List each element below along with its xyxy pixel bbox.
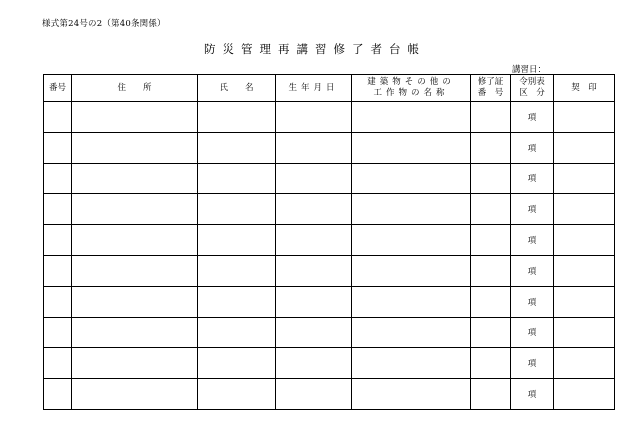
cell-certificate [471, 348, 511, 379]
cell-birthdate [276, 379, 352, 410]
cell-building [352, 348, 471, 379]
cell-name [198, 194, 276, 225]
cell-certificate [471, 255, 511, 286]
cell-birthdate [276, 255, 352, 286]
table-row [44, 286, 615, 317]
cell-seal [554, 317, 615, 348]
cell-birthdate [276, 163, 352, 194]
cell-birthdate [276, 317, 352, 348]
header-certificate-line1: 修了証 [477, 77, 504, 87]
header-building [352, 75, 471, 102]
cell-building [352, 102, 471, 133]
header-certificate-line2: 番 号 [477, 88, 504, 98]
cell-building [352, 132, 471, 163]
cell-category: 項 [511, 379, 554, 410]
cell-seal [554, 163, 615, 194]
cell-name [198, 225, 276, 256]
cell-birthdate [276, 102, 352, 133]
cell-building [352, 286, 471, 317]
cell-seal [554, 194, 615, 225]
cell-address [72, 225, 198, 256]
table-row [44, 225, 615, 256]
header-row [44, 75, 615, 102]
table-row [44, 163, 615, 194]
cell-no [44, 348, 72, 379]
cell-no [44, 225, 72, 256]
cell-certificate [471, 286, 511, 317]
cell-certificate [471, 102, 511, 133]
header-building-line2: 工作物の名称 [373, 88, 449, 98]
cell-certificate [471, 225, 511, 256]
cell-category: 項 [511, 132, 554, 163]
ledger-table [43, 74, 615, 410]
cell-name [198, 317, 276, 348]
cell-address [72, 379, 198, 410]
cell-certificate [471, 317, 511, 348]
header-order-line1: 令別表 [519, 77, 545, 87]
cell-building [352, 317, 471, 348]
cell-address [72, 286, 198, 317]
table-row [44, 102, 615, 133]
header-certificate [471, 75, 511, 102]
cell-category: 項 [511, 348, 554, 379]
table-row [44, 379, 615, 410]
cell-no [44, 379, 72, 410]
cell-seal [554, 379, 615, 410]
header-name: 氏 名 [198, 75, 276, 102]
cell-name [198, 132, 276, 163]
header-building-line1: 建築物その他の [367, 77, 455, 87]
cell-name [198, 255, 276, 286]
form-number: 様式第24号の2（第40条関係） [42, 19, 166, 29]
table-row [44, 317, 615, 348]
cell-seal [554, 348, 615, 379]
cell-seal [554, 286, 615, 317]
cell-no [44, 102, 72, 133]
cell-building [352, 194, 471, 225]
cell-no [44, 132, 72, 163]
cell-category: 項 [511, 194, 554, 225]
cell-address [72, 163, 198, 194]
cell-category: 項 [511, 163, 554, 194]
cell-certificate [471, 194, 511, 225]
cell-category: 項 [511, 286, 554, 317]
header-order-line2: 区 分 [519, 88, 545, 98]
cell-category: 項 [511, 225, 554, 256]
cell-no [44, 255, 72, 286]
cell-category: 項 [511, 317, 554, 348]
table-row [44, 132, 615, 163]
table-row [44, 348, 615, 379]
cell-seal [554, 225, 615, 256]
cell-name [198, 163, 276, 194]
cell-seal [554, 255, 615, 286]
header-birthdate: 生年月日 [276, 75, 352, 102]
header-seal: 契 印 [554, 75, 615, 102]
table-row [44, 194, 615, 225]
cell-building [352, 225, 471, 256]
training-date-label: 講習日： [512, 65, 547, 75]
cell-category: 項 [511, 255, 554, 286]
cell-birthdate [276, 225, 352, 256]
cell-name [198, 348, 276, 379]
cell-certificate [471, 379, 511, 410]
cell-address [72, 102, 198, 133]
cell-seal [554, 132, 615, 163]
cell-address [72, 132, 198, 163]
cell-certificate [471, 163, 511, 194]
cell-birthdate [276, 194, 352, 225]
table-row [44, 255, 615, 286]
cell-no [44, 317, 72, 348]
cell-certificate [471, 132, 511, 163]
header-address: 住 所 [72, 75, 198, 102]
cell-birthdate [276, 286, 352, 317]
cell-building [352, 379, 471, 410]
cell-address [72, 348, 198, 379]
cell-address [72, 194, 198, 225]
cell-seal [554, 102, 615, 133]
cell-name [198, 379, 276, 410]
page-title: 防災管理再講習修了者台帳 [204, 42, 426, 56]
cell-no [44, 163, 72, 194]
cell-building [352, 255, 471, 286]
header-order-category [511, 75, 554, 102]
cell-name [198, 102, 276, 133]
cell-name [198, 286, 276, 317]
header-no: 番号 [44, 75, 72, 102]
cell-address [72, 317, 198, 348]
cell-address [72, 255, 198, 286]
cell-category: 項 [511, 102, 554, 133]
cell-no [44, 194, 72, 225]
cell-building [352, 163, 471, 194]
cell-no [44, 286, 72, 317]
cell-birthdate [276, 132, 352, 163]
cell-birthdate [276, 348, 352, 379]
